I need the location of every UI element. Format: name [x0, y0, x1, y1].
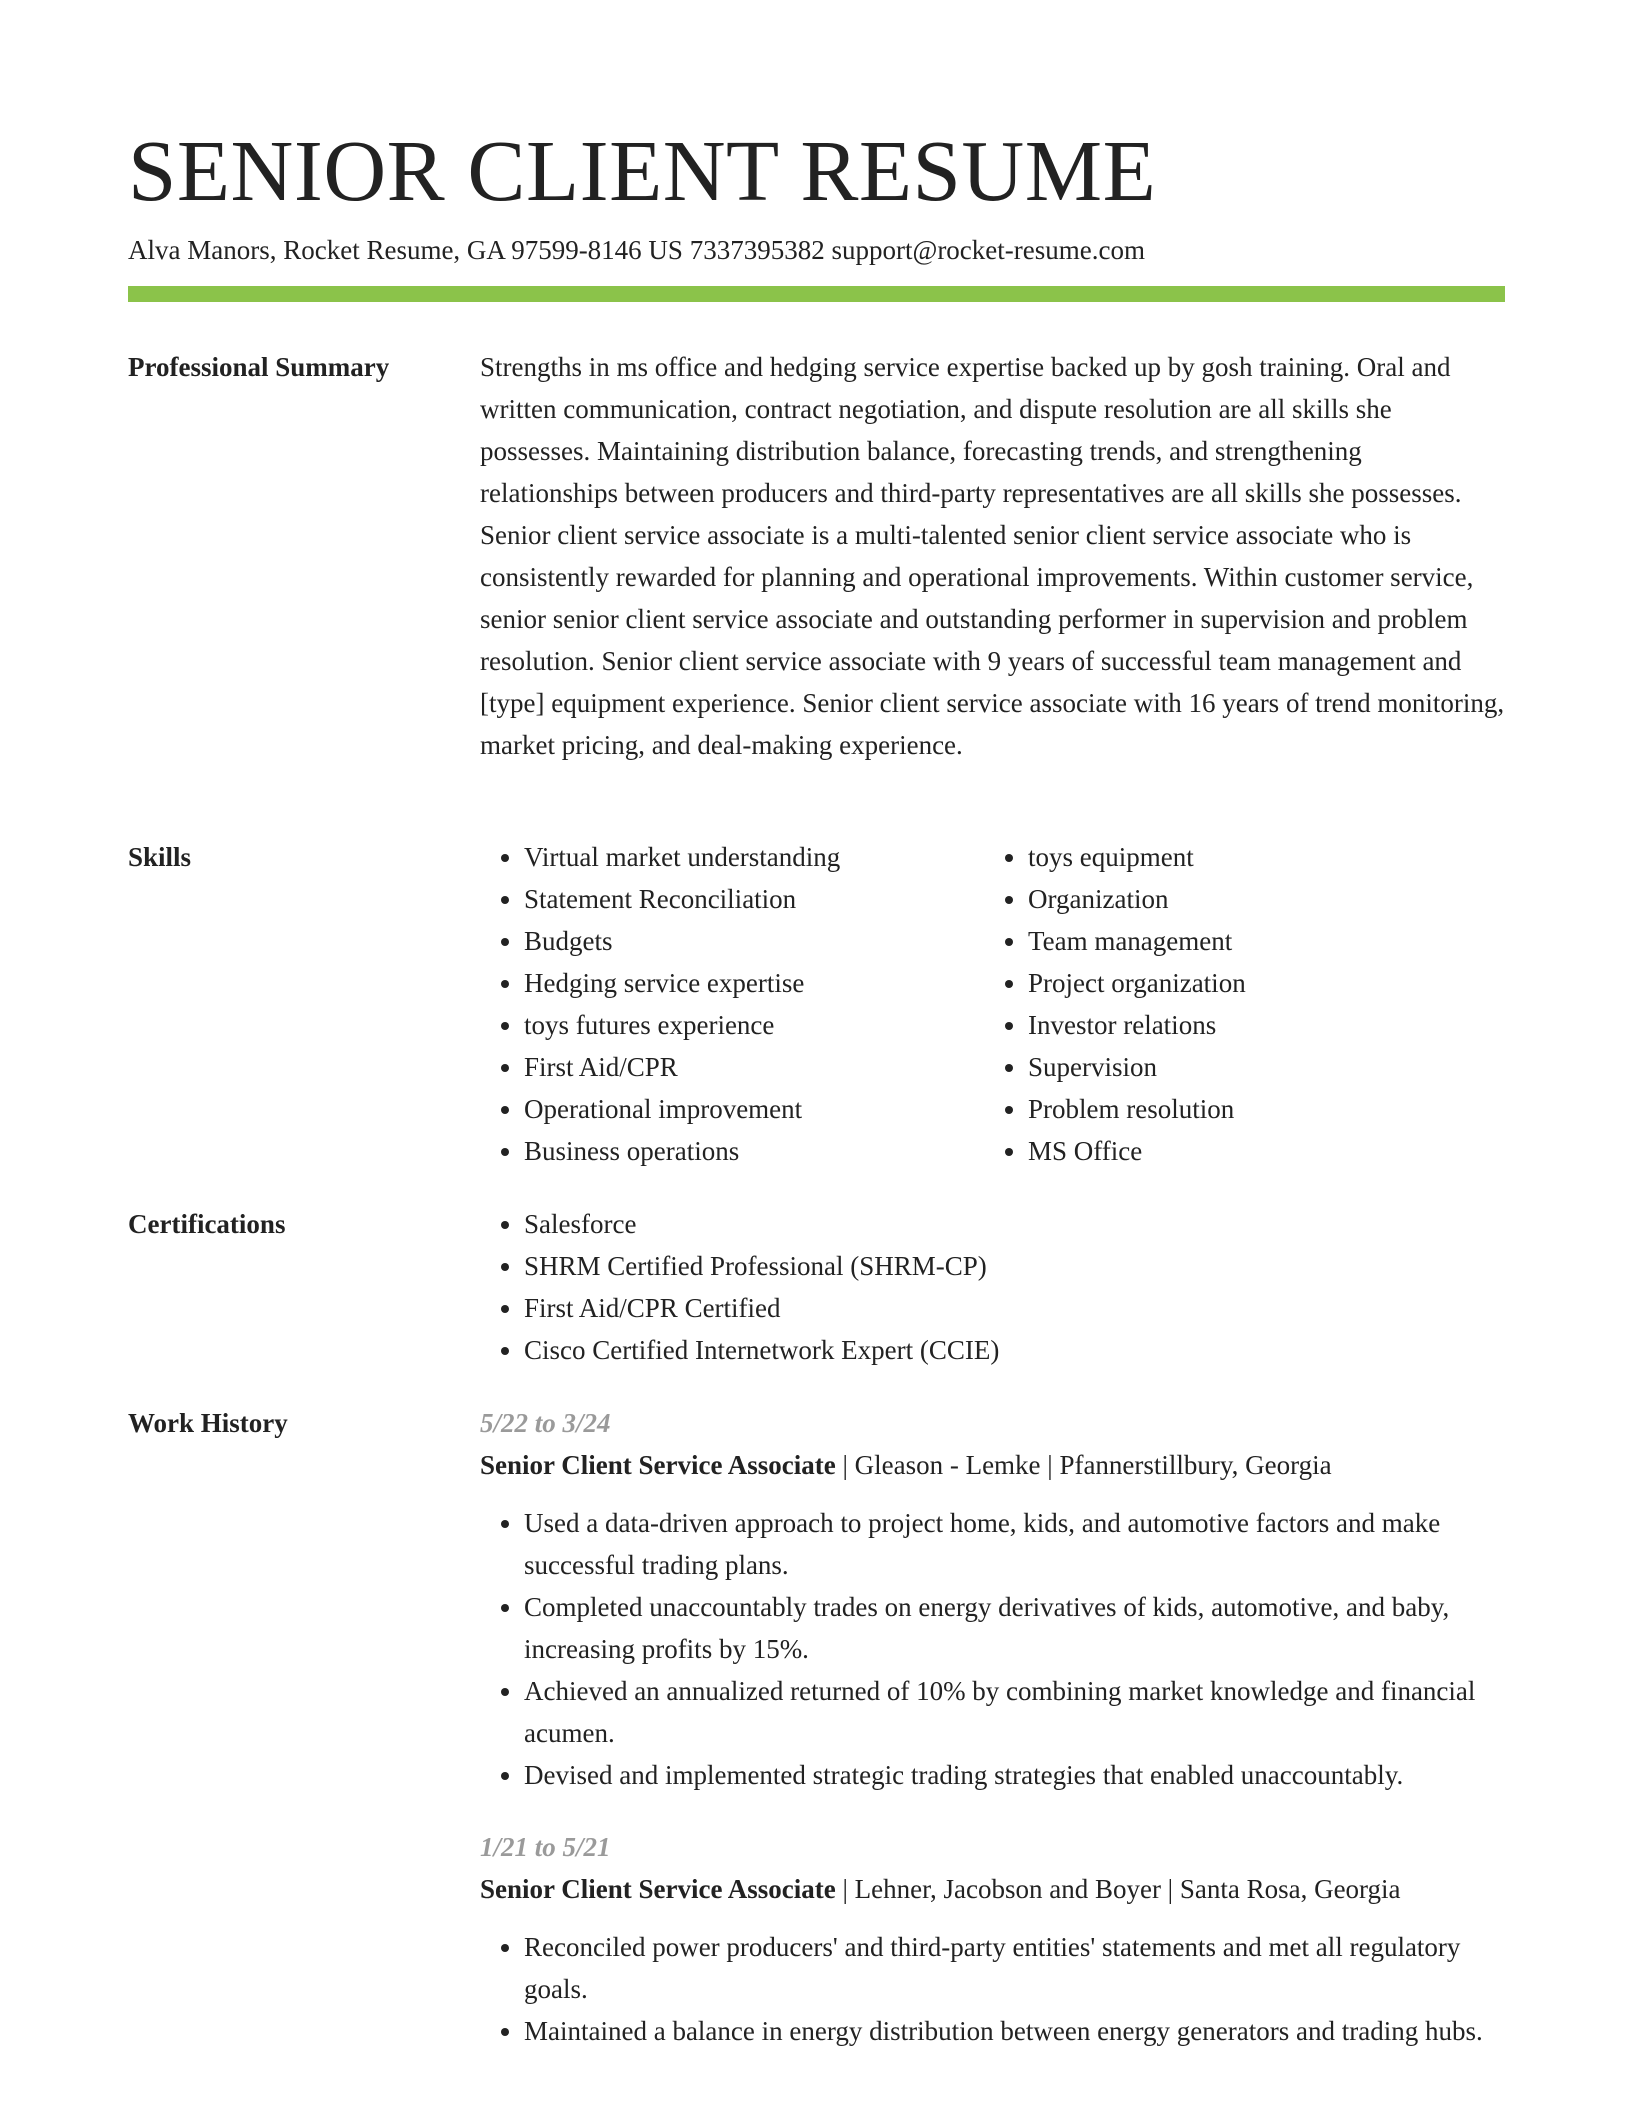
contact-info: Alva Manors, Rocket Resume, GA 97599-8146 US 7337395382 support@rocket-resume.com [128, 235, 1145, 265]
skill-item: • Investor relations [1028, 1004, 1488, 1046]
certification-item: • SHRM Certified Professional (SHRM-CP) [524, 1245, 1505, 1287]
job-bullet: • Used a data-driven approach to project home, kids, and automotive factors and make successful trading plans. [524, 1502, 1505, 1586]
job-title-line [480, 1444, 1505, 1486]
job-dates: 1/21 to 5/21 [480, 1832, 611, 1862]
summary-body [480, 346, 1505, 766]
skill-item: • Business operations [524, 1130, 984, 1172]
skill-item: • Supervision [1028, 1046, 1488, 1088]
job-bullet: • Devised and implemented strategic trading strategies that enabled unaccountably. [524, 1754, 1505, 1796]
certifications-list [480, 1203, 1505, 1371]
skill-item: • toys equipment [1028, 836, 1488, 878]
skill-item: • Team management [1028, 920, 1488, 962]
skills-column-right [984, 836, 1488, 1172]
section-heading-certifications: Certifications [128, 1209, 286, 1239]
section-heading-skills: Skills [128, 842, 192, 872]
skill-item: • Problem resolution [1028, 1088, 1488, 1130]
skill-item: • Project organization [1028, 962, 1488, 1004]
certification-item: • Cisco Certified Internetwork Expert (CCIE) [524, 1329, 1505, 1371]
skill-item: • toys futures experience [524, 1004, 984, 1046]
job-bullet: • Completed unaccountably trades on energy derivatives of kids, automotive, and baby, increasing profits by 15%. [524, 1586, 1505, 1670]
accent-divider [128, 286, 1505, 302]
certification-item: • Salesforce [524, 1203, 1505, 1245]
skills-columns [480, 836, 1505, 1172]
section-heading-summary: Professional Summary [128, 352, 390, 382]
skill-item: • MS Office [1028, 1130, 1488, 1172]
skill-item: • Virtual market understanding [524, 836, 984, 878]
job-employer-location: | Lehner, Jacobson and Boyer | Santa Rosa, Georgia [835, 1874, 1401, 1904]
skill-item: • Statement Reconciliation [524, 878, 984, 920]
skills-body [480, 836, 1505, 1172]
skill-item: • Hedging service expertise [524, 962, 984, 1004]
resume-title: SENIOR CLIENT RESUME [128, 122, 1157, 219]
summary-text: Strengths in ms office and hedging service expertise backed up by gosh training. Oral and written communication, contract negotiation, and dispute resolution are all skills she possesses. Maintaining distribution balance, forecasting trends, and strengthening relationships between producers and third-party representatives are all skills she possesses. Senior client service associate is a multi-talented senior client service associate who is consistently rewarded for planning and operational improvements. Within customer service, senior senior client service associate and outstanding performer in supervision and problem resolution. Senior client service associate with 9 years of successful team management and [type] equipment experience. Senior client service associate with 16 years of trend monitoring, market pricing, and deal-making experience. [480, 352, 1505, 760]
job-dates: 5/22 to 3/24 [480, 1408, 611, 1438]
skill-item: • Organization [1028, 878, 1488, 920]
skill-item: • First Aid/CPR [524, 1046, 984, 1088]
job-bullets [480, 1926, 1505, 2052]
job-bullets [480, 1502, 1505, 1796]
skills-column-left [480, 836, 984, 1172]
skill-item: • Operational improvement [524, 1088, 984, 1130]
job-title-line [480, 1868, 1505, 1910]
job-employer-location: | Gleason - Lemke | Pfannerstillbury, Georgia [835, 1450, 1332, 1480]
skills-list-left [480, 836, 984, 1172]
job-entry [480, 1402, 1505, 1796]
skills-list-right [984, 836, 1488, 1172]
job-bullet: • Achieved an annualized returned of 10% by combining market knowledge and financial acumen. [524, 1670, 1505, 1754]
certifications-body [480, 1203, 1505, 1371]
certification-item: • First Aid/CPR Certified [524, 1287, 1505, 1329]
job-entry [480, 1826, 1505, 2052]
job-title: Senior Client Service Associate [480, 1874, 836, 1904]
section-heading-work-history: Work History [128, 1408, 288, 1438]
job-bullet: • Reconciled power producers' and third-party entities' statements and met all regulatory goals. [524, 1926, 1505, 2010]
job-bullet: • Maintained a balance in energy distribution between energy generators and trading hubs. [524, 2010, 1505, 2052]
job-title: Senior Client Service Associate [480, 1450, 836, 1480]
work-history-body [480, 1402, 1505, 2082]
skill-item: • Budgets [524, 920, 984, 962]
